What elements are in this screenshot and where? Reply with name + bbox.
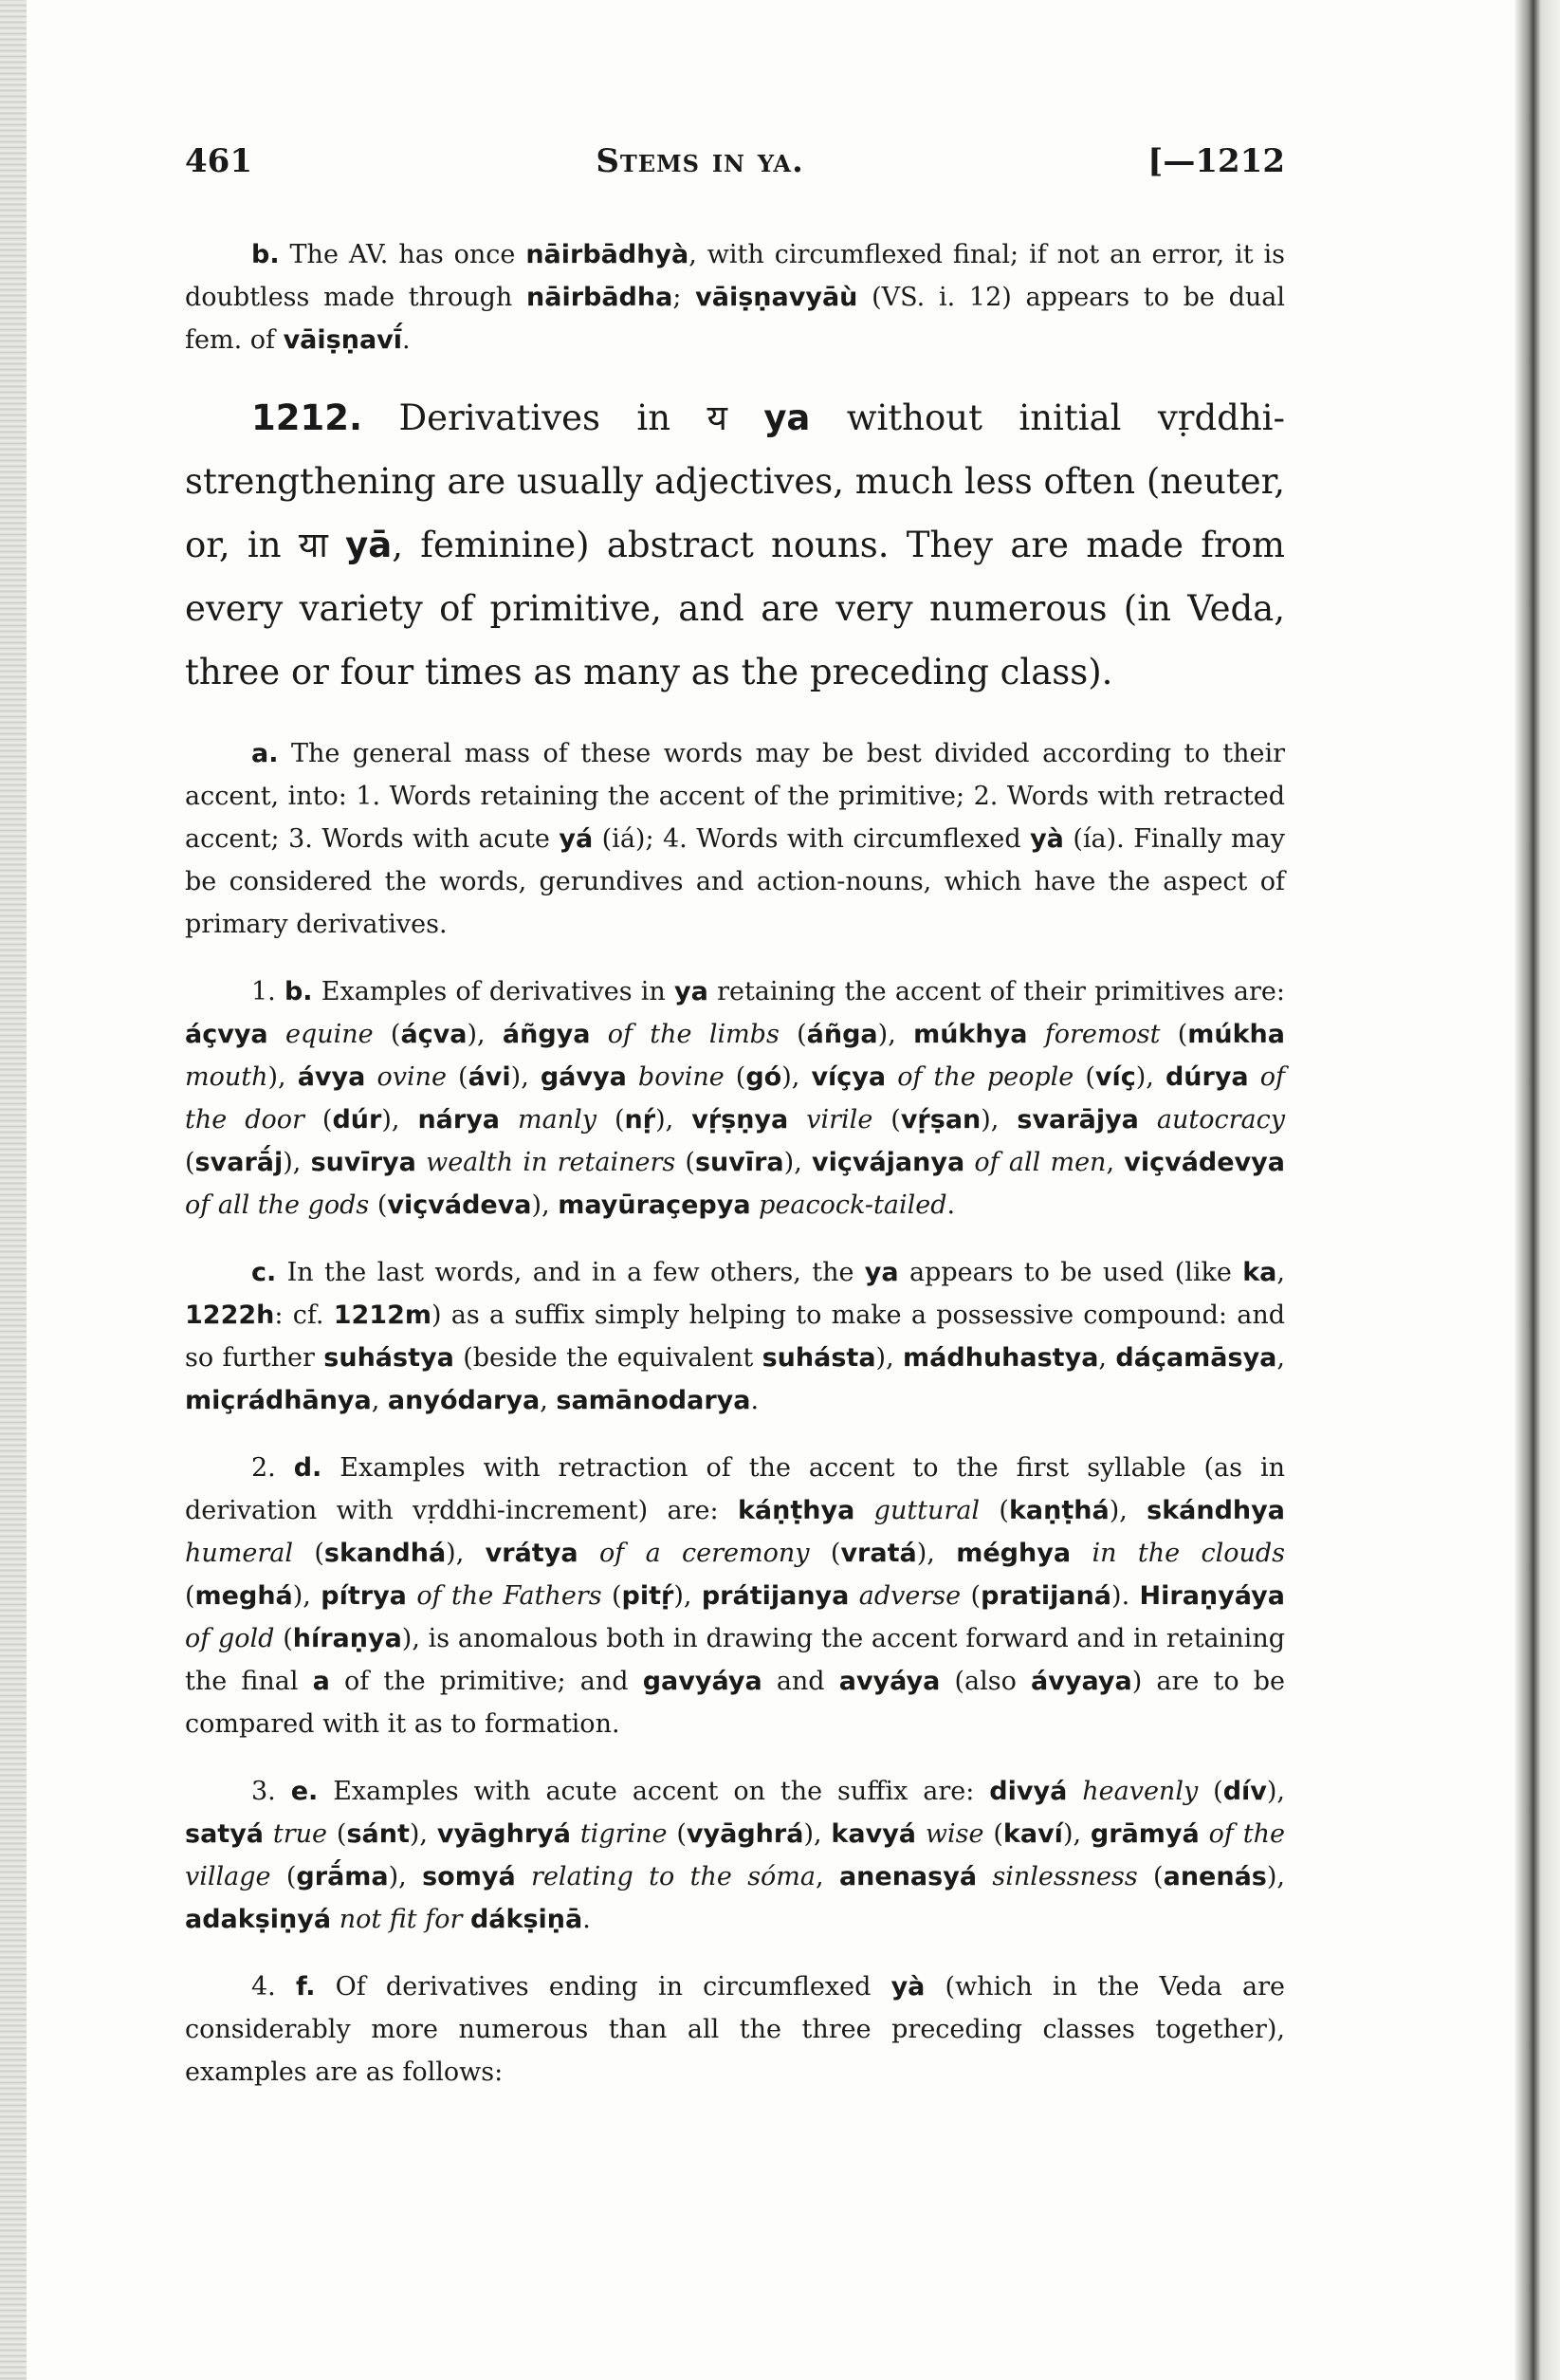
section-range: [—1212 [1147,142,1285,180]
paragraph-1212: 1212. Derivatives in य ya without initial vṛddhi-strengthening are usually adjectives, much less often (neuter, or, in या yā, feminine) abstract nouns. They are made from every variety of primitive, and are very numerous (in Veda, three or four times as many as the preceding class). [185,397,1285,692]
paragraph-1212d: 2. d. Examples with retraction of the accent to the first syllable (as in derivation with vṛddhi-increment) are: káṇṭhya guttural (kaṇṭhá), skándhya humeral (skandhá), vrátya of a ceremony (vratá), méghya in the clouds (meghá), pítrya of the Fathers (pitṛ́), prátijanya adverse (pratijaná). Hiraṇyáya of gold (híraṇya), is anomalous both in drawing the accent forward and in retaining the final a of the primitive; and gavyáya and avyáya (also ávyaya) are to be compared with it as to formation. [185,1453,1285,1739]
scan-edge-right [1514,0,1560,2380]
paragraph-1212c: c. In the last words, and in a few others, the ya appears to be used (like ka, 1222h: cf. 1212m) as a suffix simply helping to make a possessive compound: and so further suhástya (beside the equivalent suhásta), mádhuhastya, dáçamāsya, miçrádhānya, anyódarya, samānodarya. [185,1258,1286,1415]
paragraph-1212e: 3. e. Examples with acute accent on the suffix are: divyá heavenly (dív), satyá true (sánt), vyāghryá tigrine (vyāghrá), kavyá wise (kaví), grāmyá of the village (grā́ma), somyá relating to the sóma, anenasyá sinlessness (anenás), adakṣiṇyá not fit for dákṣiṇā. [185,1777,1285,1934]
page-header [185,142,1285,180]
paragraph-1212f: 4. f. Of derivatives ending in circumflexed yà (which in the Veda are considerably more numerous than all the three preceding classes together), examples are as follows: [185,1972,1286,2087]
page-number: 461 [185,142,252,180]
running-title: Stems in ya. [596,142,804,180]
paragraph-1212a: a. The general mass of these words may be best divided according to their accent, into: 1. Words retaining the accent of the primitive; 2. Words with retracted accent; 3. Words with acute yá (iá); 4. Words with circumflexed yà (ía). Finally may be considered the words, gerundives and action-nouns, which have the aspect of primary derivatives. [185,739,1285,939]
scan-edge-left [0,0,27,2380]
book-page [185,142,1285,2118]
paragraph-1211b: b. The AV. has once nāirbādhyà, with circumflexed final; if not an error, it is doubtless made through nāirbādha; vāiṣṇavyāù (VS. i. 12) appears to be dual fem. of vāiṣṇavī́. [185,240,1285,355]
paragraph-1212b: 1. b. Examples of derivatives in ya retaining the accent of their primitives are: áçvya equine (áçva), áñgya of the limbs (áñga), múkhya foremost (múkha mouth), ávya ovine (ávi), gávya bovine (gó), víçya of the people (víç), dúrya of the door (dúr), nárya manly (nṛ́), vṛ́ṣṇya virile (vṛ́ṣan), svarājya autocracy (svarā́j), suvīrya wealth in retainers (suvīra), viçvájanya of all men, viçvádevya of all the gods (viçvádeva), mayūraçepya peacock-tailed. [185,977,1286,1220]
